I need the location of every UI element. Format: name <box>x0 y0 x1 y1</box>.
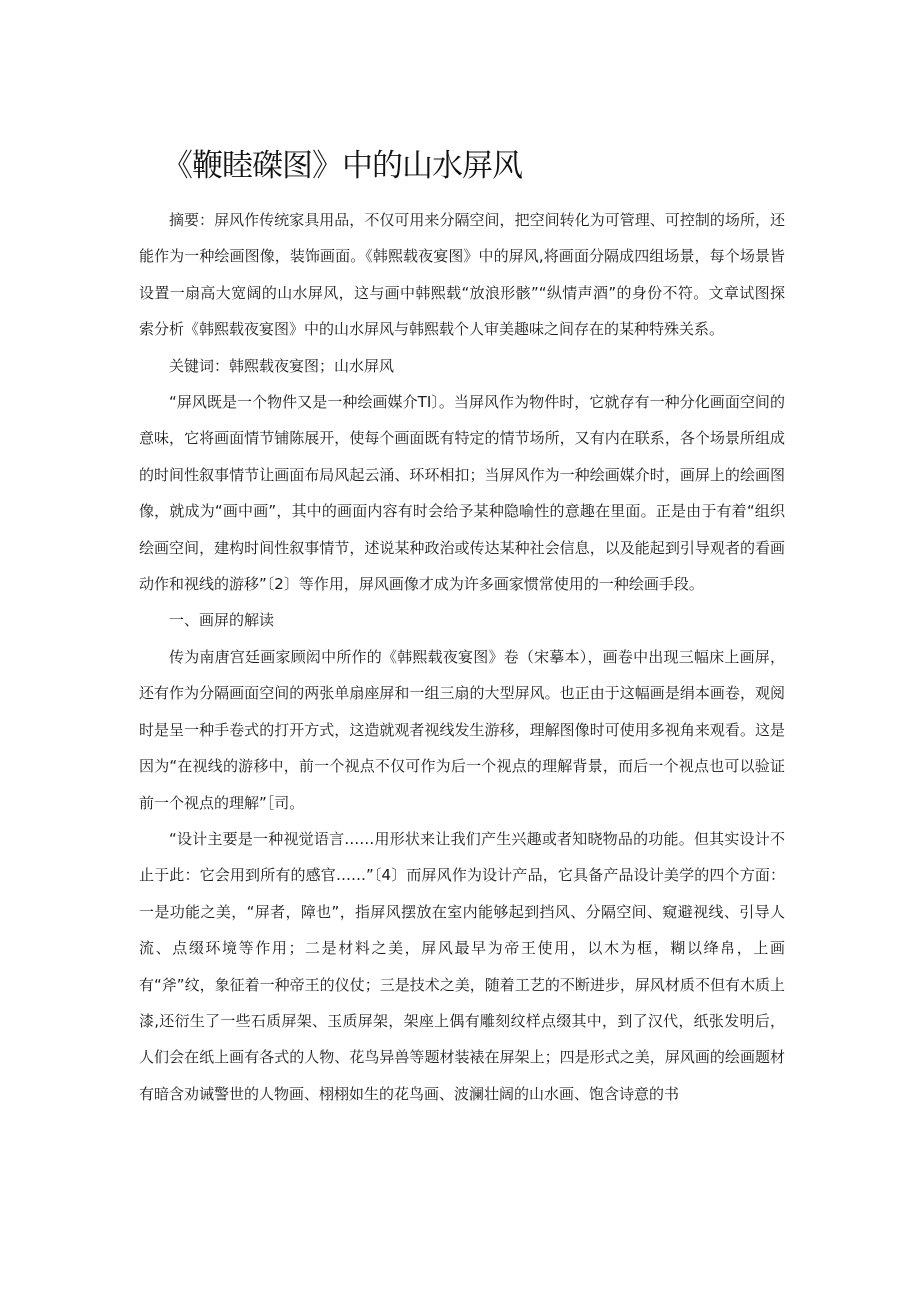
section-heading: 一、画屏的解读 <box>169 611 275 630</box>
body-paragraph-3: “设计主要是一种视觉语言……用形状来让我们产生兴趣或者知晓物品的功能。但其实设计不止于此：它会用到所有的感官……”〔4〕而屏风作为设计产品，它具备产品设计美学的四个方面：一是功能之美，“屏者，障也”，指屏风摆放在室内能够起到挡风、分隔空间、窥避视线、引导人流、点缀环境等作用；二是材料之美，屏风最早为帝王使用，以木为框，糊以绛帛，上画有“斧”纹，象征着一种帝王的仪仗；三是技术之美，随着工艺的不断进步，屏风材质不但有木质上漆,还衍生了一些石质屏架、玉质屏架，架座上偶有雕刻纹样点缀其中，到了汉代，纸张发明后，人们会在纸上画有各式的人物、花鸟异兽等题材装裱在屏架上；四是形式之美，屏风画的绘画题材有暗含劝诫警世的人物画、栩栩如生的花鸟画、波澜壮阔的山水画、饱含诗意的书 <box>139 829 785 1103</box>
document-body <box>139 202 785 1112</box>
body-paragraph-2: 传为南唐宫廷画家顾闳中所作的《韩熙载夜宴图》卷（宋摹本），画卷中出现三幅床上画屏，还有作为分隔画面空间的两张单扇座屏和一组三扇的大型屏风。也正由于这幅画是绢本画卷，观阅时是呈一种手卷式的打开方式，这造就观者视线发生游移，理解图像时可使用多视角来观看。这是因为“在视线的游移中，前一个视点不仅可作为后一个视点的理解背景，而后一个视点也可以验证前一个视点的理解”［司。 <box>139 647 785 812</box>
document-title: 《鞭睦磔图》中的山水屏风 <box>162 148 522 184</box>
body-paragraph-1: “屏风既是一个物件又是一种绘画媒介TI〕。当屏风作为物件时，它就存有一种分化画面空间的意味，它将画面情节铺陈展开，使每个画面既有特定的情节场所，又有内在联系，各个场景所组成的时间性叙事情节让画面布局风起云涌、环环相扣；当屏风作为一种绘画媒介时，画屏上的绘画图像，就成为“画中画”，其中的画面内容有时会给予某种隐喻性的意趣在里面。正是由于有着“组织绘画空间，建构时间性叙事情节，述说某种政治或传达某种社会信息，以及能起到引导观者的看画动作和视线的游移”〔2〕等作用，屏风画像才成为许多画家惯常使用的一种绘画手段。 <box>139 393 785 594</box>
abstract-paragraph: 摘要：屏风作传统家具用品，不仅可用来分隔空间，把空间转化为可管理、可控制的场所，还能作为一种绘画图像，装饰画面。《韩熙载夜宴图》中的屏风,将画面分隔成四组场景，每个场景皆设置一扇高大宽阔的山水屏风，这与画中韩熙载“放浪形骸”“纵情声酒”的身份不符。文章试图探索分析《韩熙载夜宴图》中的山水屏风与韩熙载个人审美趣味之间存在的某种特殊关系。 <box>139 211 785 339</box>
keywords-line: 关键词：韩熙载夜宴图；山水屏风 <box>169 356 395 375</box>
